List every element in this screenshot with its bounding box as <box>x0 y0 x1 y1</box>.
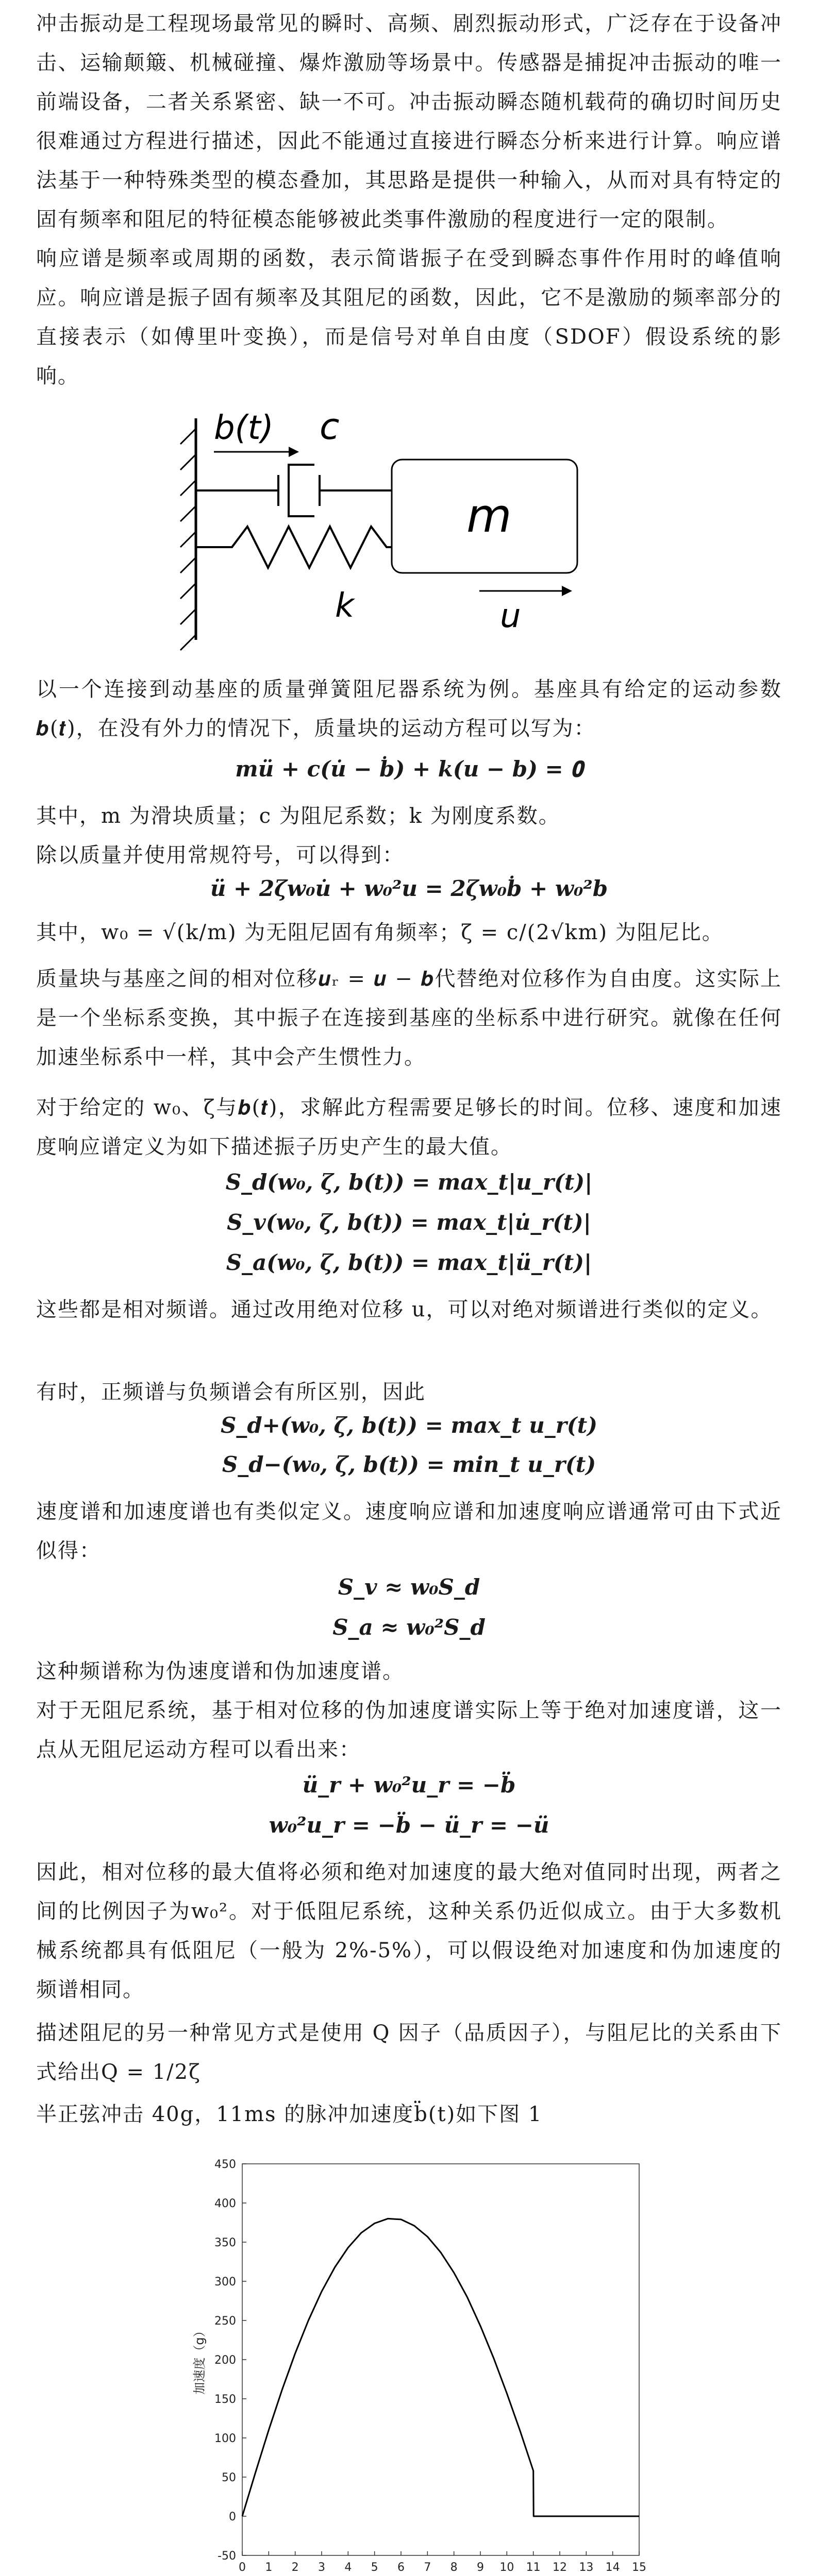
y-tick-label: 0 <box>229 2511 236 2523</box>
paragraph-relative-displacement: 质量块与基座之间的相对位移𝒖ᵣ = 𝒖 − 𝒃代替绝对位移作为自由度。这实际上是一个坐标系变换，其中振子在连接到基座的坐标系中进行研究。就像在任何加速坐标系中一样，其中会产生惯性力。 <box>36 967 782 1069</box>
paragraph-intro-1: 冲击振动是工程现场最常见的瞬时、高频、剧烈振动形式，广泛存在于设备冲击、运输颠簸、机械碰撞、爆炸激励等场景中。传感器是捕捉冲击振动的唯一前端设备，二者关系紧密、缺一不可。冲击振动瞬态随机载荷的确切时间历史很难通过方程进行描述，因此不能通过直接进行瞬态分析来进行计算。响应谱法基于一种特殊类型的模态叠加，其思路是提供一种输入，从而对具有特定的固有频率和阻尼的特征模态能够被此类事件激励的程度进行一定的限制。 <box>36 12 782 231</box>
sdof-diagram <box>170 398 634 666</box>
paragraph-half-sine: 半正弦冲击 40g，11ms 的脉冲加速度b̈(t)如下图 1 <box>36 2103 543 2126</box>
equation-sv: S_v(w₀, ζ, b(t)) = max_t|u̇_r(t)| <box>227 1210 591 1235</box>
force-label: b(t) <box>214 409 274 447</box>
series-line <box>242 2218 639 2516</box>
x-tick-label: 3 <box>318 2561 325 2574</box>
chart-half-sine-pulse <box>180 2148 655 2576</box>
x-tick-label: 11 <box>526 2561 541 2574</box>
damper-label: c <box>320 405 340 448</box>
equation-motion: 𝒎ü + 𝒄(u̇ − ḃ) + 𝒌(𝒖 − 𝒃) = 𝟎 <box>235 756 583 782</box>
x-tick-label: 10 <box>499 2561 514 2574</box>
equation-normalized: ü + 2ζw₀u̇ + w₀²u = 2ζw₀ḃ + w₀²b <box>210 876 608 901</box>
y-tick-label: 100 <box>214 2432 236 2445</box>
x-tick-label: 1 <box>265 2561 273 2574</box>
equation-undamped-1: ü_r + w₀²u_r = −b̈ <box>302 1772 516 1798</box>
x-tick-label: 6 <box>397 2561 405 2574</box>
y-tick-label: 450 <box>214 2158 236 2171</box>
paragraph-system-description: 以一个连接到动基座的质量弹簧阻尼器系统为例。基座具有给定的运动参数𝒃(𝒕)，在没有外力的情况下，质量块的运动方程可以写为： <box>36 677 782 740</box>
y-tick-label: 50 <box>222 2471 236 2484</box>
equation-sd: S_d(w₀, ζ, b(t)) = max_t|u_r(t)| <box>225 1170 593 1195</box>
y-tick-label: 350 <box>214 2236 236 2249</box>
wall-base <box>180 418 196 650</box>
paragraph-divide-by-mass: 除以质量并使用常规符号，可以得到： <box>36 843 404 867</box>
paragraph-symbol-definitions: 其中，m 为滑块质量；c 为阻尼系数；k 为刚度系数。 <box>36 804 560 828</box>
displacement-label: u <box>500 597 521 635</box>
spring <box>196 527 392 568</box>
plot-frame <box>242 2164 639 2555</box>
spring-label: k <box>335 587 355 625</box>
y-axis-label: 加速度（g） <box>192 2325 207 2395</box>
y-tick-label: 200 <box>214 2354 236 2367</box>
x-tick-label: 0 <box>239 2561 246 2574</box>
paragraph-relative-spectra: 这些都是相对频谱。通过改用绝对位移 u，可以对绝对频谱进行类似的定义。 <box>36 1298 773 1321</box>
equation-undamped-2: w₀²u_r = −b̈ − ü_r = −ü <box>269 1812 549 1838</box>
x-tick-label: 15 <box>632 2561 646 2574</box>
y-tick-label: 250 <box>214 2315 236 2328</box>
x-tick-label: 9 <box>477 2561 484 2574</box>
x-tick-label: 14 <box>605 2561 620 2574</box>
y-tick-label: 300 <box>214 2276 236 2289</box>
equation-sv-approx: S_v ≈ w₀S_d <box>338 1574 480 1600</box>
paragraph-pseudo-spectra: 这种频谱称为伪速度谱和伪加速度谱。 <box>36 1659 404 1683</box>
x-tick-label: 12 <box>553 2561 567 2574</box>
paragraph-scale-factor: 因此，相对位移的最大值将必须和绝对加速度的最大绝对值同时出现，两者之间的比例因子为w₀²。对于低阻尼系统，这种关系仍近似成立。由于大多数机械系统都具有低阻尼（一般为 2%-5%），可以假设绝对加速度和伪加速度的频谱相同。 <box>36 1860 782 2002</box>
equation-sd-plus: S_d+(w₀, ζ, b(t)) = max_t u_r(t) <box>220 1413 598 1438</box>
damper <box>196 465 392 516</box>
equation-sa-approx: S_a ≈ w₀²S_d <box>332 1615 486 1640</box>
x-tick-label: 7 <box>424 2561 431 2574</box>
paragraph-positive-negative: 有时，正频谱与负频谱会有所区别，因此 <box>36 1380 426 1404</box>
paragraph-approximation: 速度谱和加速度谱也有类似定义。速度响应谱和加速度响应谱通常可由下式近似得： <box>36 1500 782 1563</box>
paragraph-undamped: 对于无阻尼系统，基于相对位移的伪加速度谱实际上等于绝对加速度谱，这一点从无阻尼运动方程可以看出来： <box>36 1699 782 1761</box>
paragraph-q-factor: 描述阻尼的另一种常见方式是使用 Q 因子（品质因子），与阻尼比的关系由下式给出Q = 1/2ζ <box>36 2021 782 2084</box>
paragraph-natural-frequency: 其中，w₀ = √(k/m) 为无阻尼固有角频率；ζ = c/(2√km) 为阻尼比。 <box>36 921 724 944</box>
y-tick-label: -50 <box>218 2550 236 2563</box>
mass-label: m <box>466 489 512 543</box>
displacement-arrow <box>479 586 572 596</box>
equation-sa: S_a(w₀, ζ, b(t)) = max_t|ü_r(t)| <box>226 1250 592 1275</box>
x-tick-label: 13 <box>579 2561 594 2574</box>
y-tick-label: 150 <box>214 2393 236 2406</box>
equation-sd-minus: S_d−(w₀, ζ, b(t)) = min_t u_r(t) <box>222 1452 596 1477</box>
paragraph-intro-2: 响应谱是频率或周期的函数，表示简谐振子在受到瞬态事件作用时的峰值响应。响应谱是振子固有频率及其阻尼的函数，因此，它不是激励的频率部分的直接表示（如傅里叶变换），而是信号对单自由度（SDOF）假设系统的影响。 <box>36 247 782 388</box>
paragraph-spectrum-definition: 对于给定的 w₀、ζ与𝒃(𝒕)，求解此方程需要足够长的时间。位移、速度和加速度响应谱定义为如下描述振子历史产生的最大值。 <box>36 1096 782 1159</box>
x-tick-label: 4 <box>344 2561 352 2574</box>
x-tick-label: 5 <box>371 2561 378 2574</box>
x-tick-label: 8 <box>450 2561 458 2574</box>
x-tick-label: 2 <box>291 2561 299 2574</box>
force-arrow <box>214 447 299 457</box>
y-tick-label: 400 <box>214 2197 236 2210</box>
